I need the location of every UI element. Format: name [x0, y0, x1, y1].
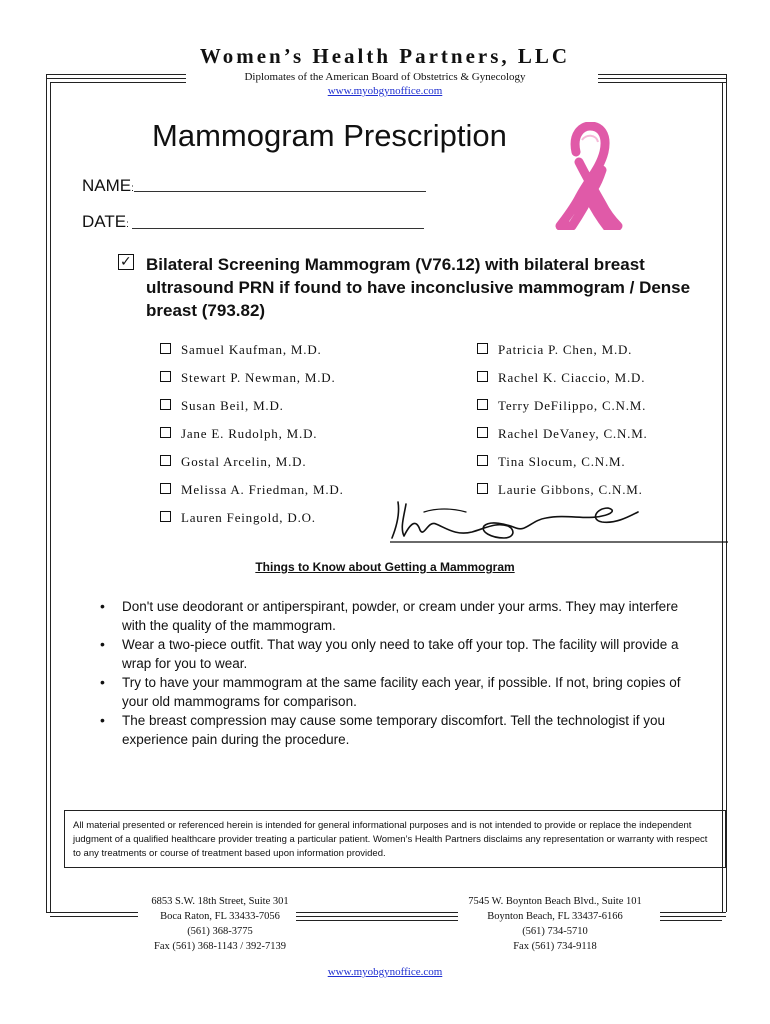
checkbox-icon[interactable]: [477, 483, 488, 494]
checkbox-icon[interactable]: [160, 511, 171, 522]
checkbox-icon[interactable]: [477, 455, 488, 466]
company-subtitle: Diplomates of the American Board of Obstetrics & Gynecology: [244, 71, 526, 83]
provider-checkbox-item[interactable]: Susan Beil, M.D.: [160, 398, 284, 414]
checkbox-icon[interactable]: [160, 427, 171, 438]
provider-checkbox-item[interactable]: Terry DeFilippo, C.N.M.: [477, 398, 646, 414]
checkbox-icon[interactable]: [160, 399, 171, 410]
provider-checkbox-item[interactable]: Lauren Feingold, D.O.: [160, 510, 316, 526]
list-item: • Try to have your mammogram at the same facility each year, if possible. If not, bring copies of your old mammograms for comparison.: [100, 673, 690, 711]
provider-checkbox-item[interactable]: Melissa A. Friedman, M.D.: [160, 482, 344, 498]
date-field-label: DATE:: [82, 212, 129, 231]
checkbox-icon[interactable]: [477, 371, 488, 382]
name-field-label: NAME:: [82, 176, 134, 195]
footer-website-link[interactable]: www.myobgynoffice.com: [327, 966, 443, 978]
things-to-know-list: [100, 597, 690, 749]
provider-checkbox-item[interactable]: Tina Slocum, C.N.M.: [477, 454, 625, 470]
checkbox-icon[interactable]: [477, 343, 488, 354]
list-item: • The breast compression may cause some temporary discomfort. Tell the technologist if you experience pain during the procedure.: [100, 711, 690, 749]
provider-checkbox-item[interactable]: Laurie Gibbons, C.N.M.: [477, 482, 643, 498]
provider-checkbox-item[interactable]: Rachel K. Ciaccio, M.D.: [477, 370, 645, 386]
website-link[interactable]: www.myobgynoffice.com: [327, 85, 443, 97]
order-checkbox[interactable]: [118, 254, 134, 270]
provider-checkbox-item[interactable]: Rachel DeVaney, C.N.M.: [477, 426, 648, 442]
pink-ribbon-icon: [550, 122, 630, 230]
provider-checkbox-item[interactable]: Jane E. Rudolph, M.D.: [160, 426, 317, 442]
office-address-boynton: 7545 W. Boynton Beach Blvd., Suite 101 Boynton Beach, FL 33437-6166 (561) 734-5710 Fax (561) 734-9118: [468, 896, 642, 952]
provider-checkbox-item[interactable]: Samuel Kaufman, M.D.: [160, 342, 322, 358]
signature-image: [376, 494, 732, 546]
provider-checkbox-item[interactable]: Gostal Arcelin, M.D.: [160, 454, 306, 470]
office-address-boca: 6853 S.W. 18th Street, Suite 301 Boca Raton, FL 33433-7056 (561) 368-3775 Fax (561) 368-1143 / 392-7139: [151, 896, 289, 952]
checkbox-icon[interactable]: [160, 455, 171, 466]
order-text: Bilateral Screening Mammogram (V76.12) with bilateral breast ultrasound PRN if found to have inconclusive mammogram / Dense breast (793.82): [146, 255, 691, 320]
checkbox-icon[interactable]: [160, 483, 171, 494]
checkbox-icon[interactable]: [160, 343, 171, 354]
list-item: • Don't use deodorant or antiperspirant, powder, or cream under your arms. They may interfere with the quality of the mammogram.: [100, 597, 690, 635]
provider-checkbox-item[interactable]: Patricia P. Chen, M.D.: [477, 342, 632, 358]
things-to-know-heading: Things to Know about Getting a Mammogram: [255, 560, 515, 574]
disclaimer-box: All material presented or referenced herein is intended for general informational purposes and is not intended to provide or replace the independent judgment of a qualified healthcare provider treating a particular patient. Women’s Health Partners disclaims any representation or warranty with respect to any treatments or course of treatment based upon information provided.: [64, 810, 726, 868]
list-item: • Wear a two-piece outfit. That way you only need to take off your top. The facility will provide a wrap for you to wear.: [100, 635, 690, 673]
checkbox-icon[interactable]: [160, 371, 171, 382]
page-title: Mammogram Prescription: [152, 118, 507, 153]
provider-checkbox-item[interactable]: Stewart P. Newman, M.D.: [160, 370, 336, 386]
checkmark-icon: ✓: [120, 254, 132, 270]
date-input-line[interactable]: [132, 228, 424, 229]
company-name: Women’s Health Partners, LLC: [199, 44, 571, 68]
name-input-line[interactable]: [134, 191, 426, 192]
checkbox-icon[interactable]: [477, 427, 488, 438]
checkbox-icon[interactable]: [477, 399, 488, 410]
